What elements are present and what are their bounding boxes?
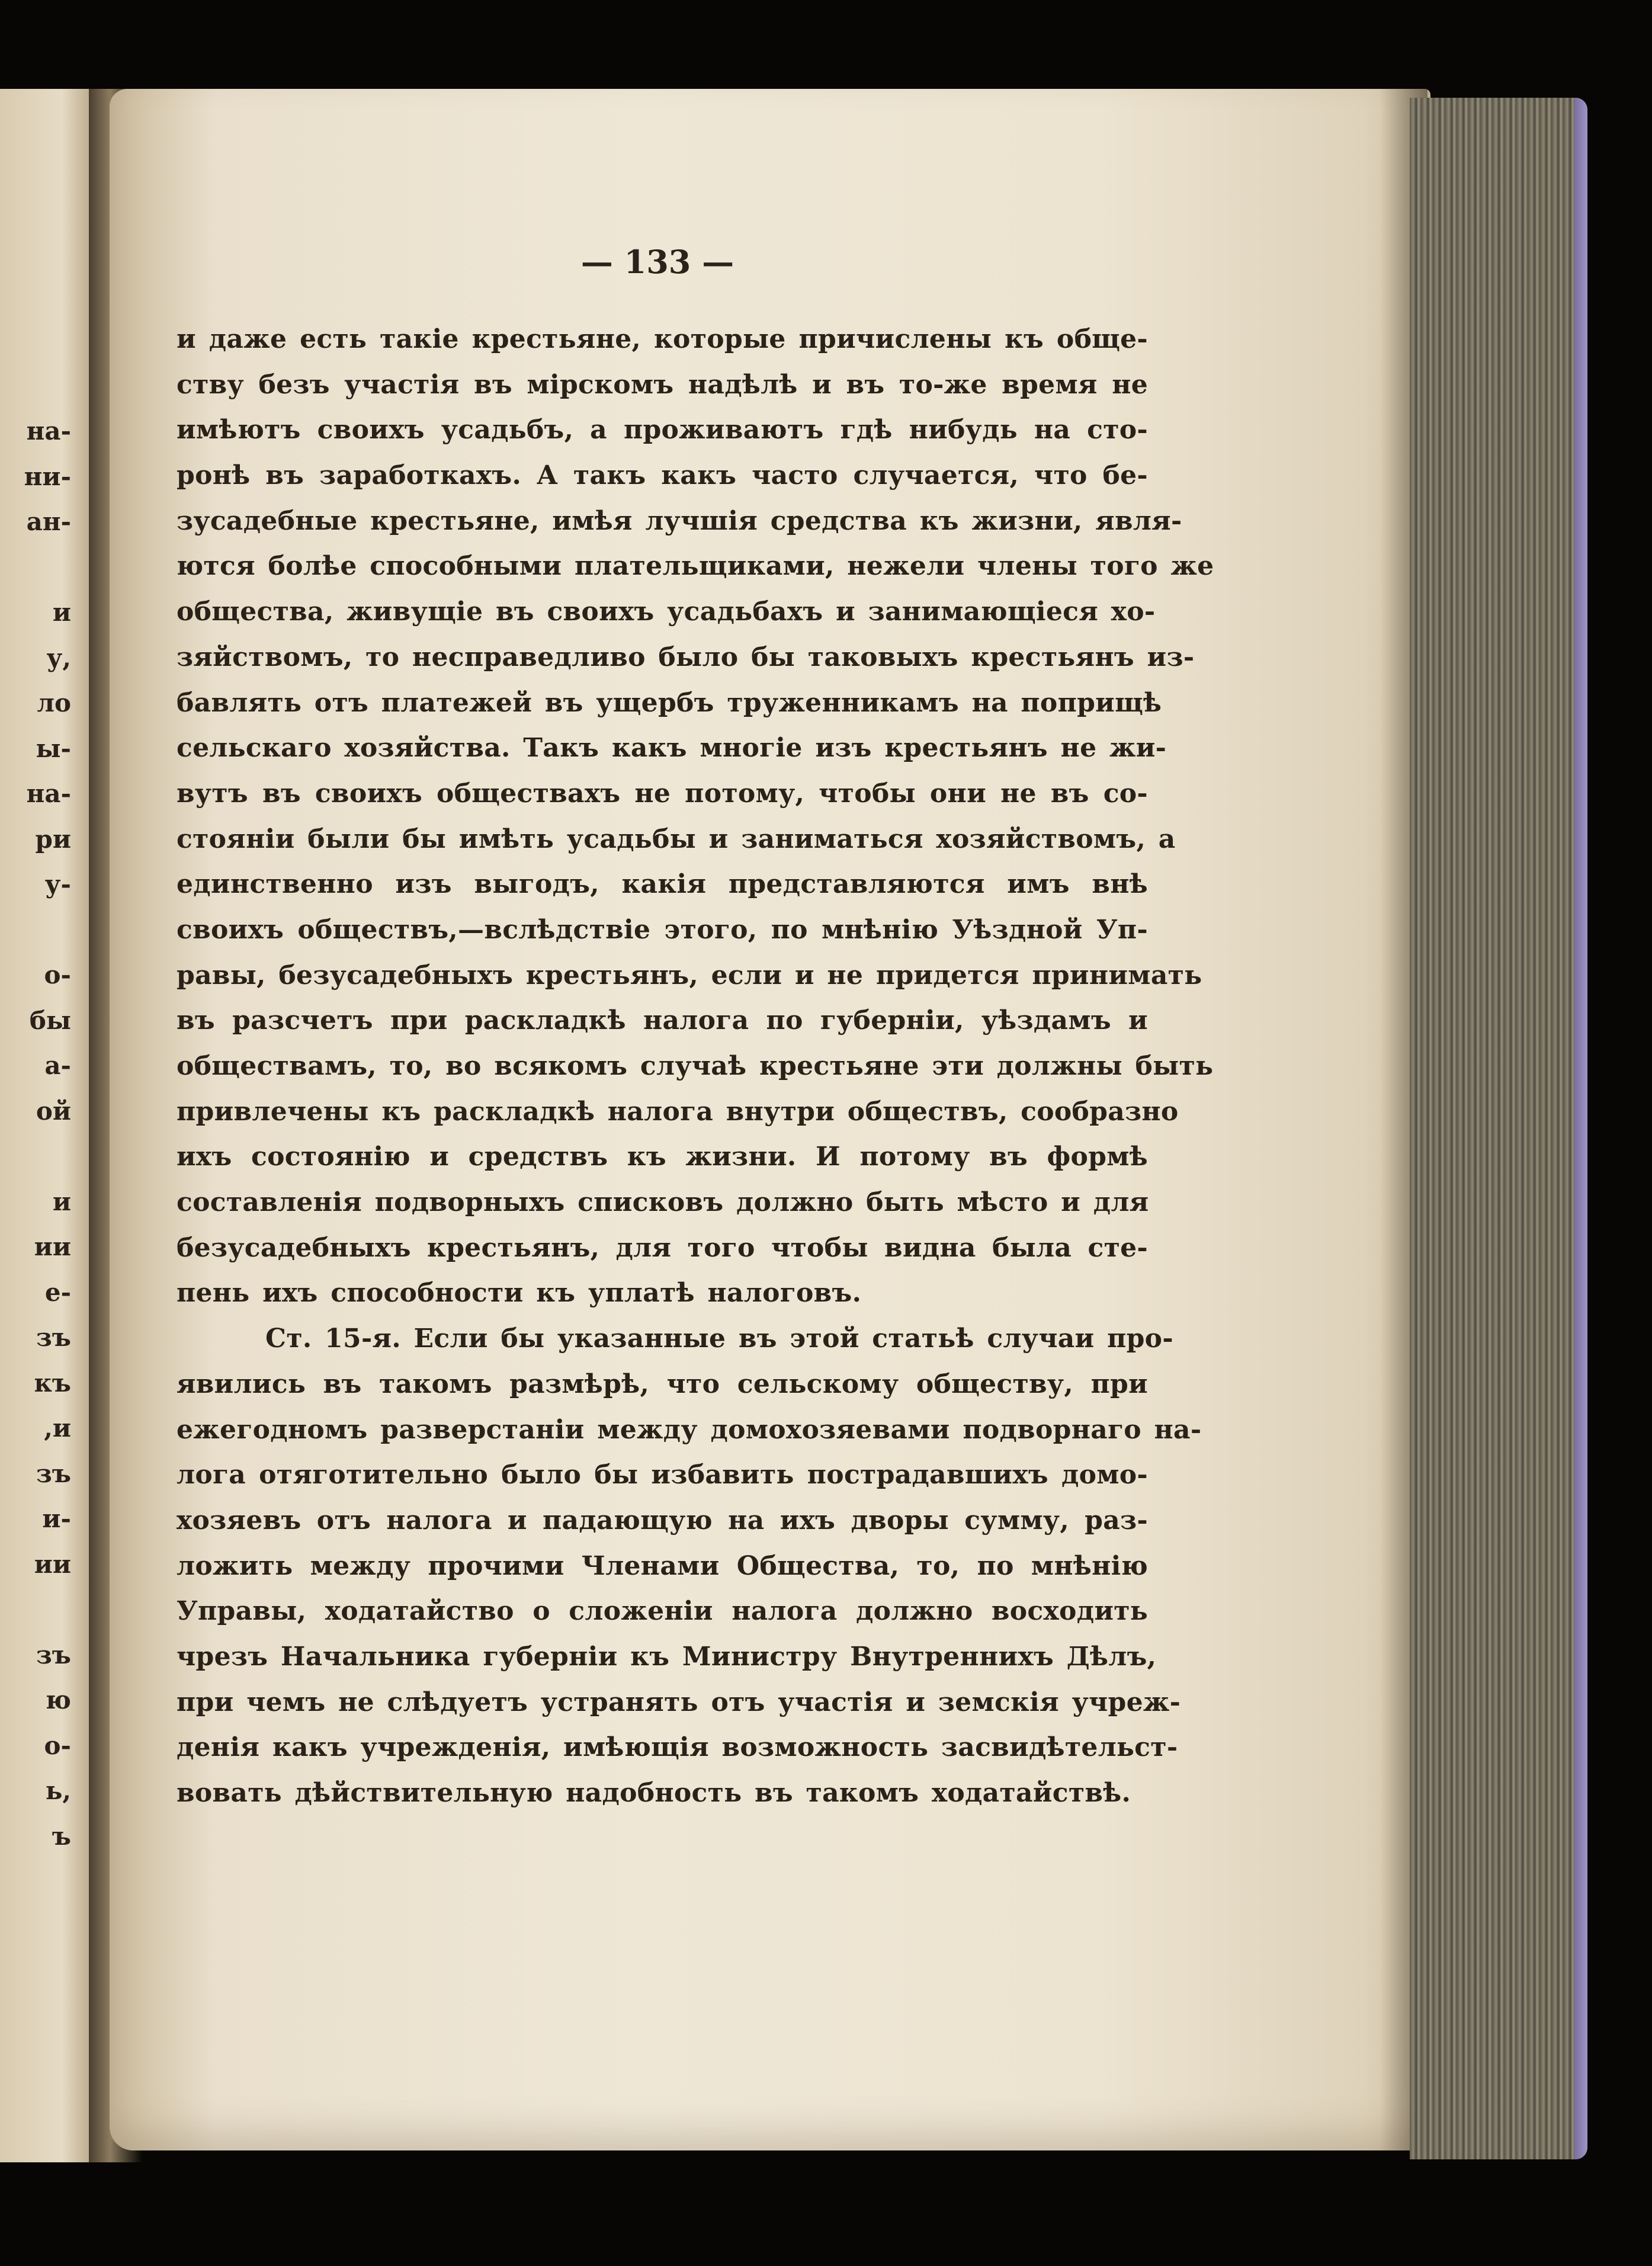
text-line: при чемъ не слѣдуетъ устранять отъ участія и земскія учреж-	[177, 1687, 1181, 1717]
text-line: имѣютъ своихъ усадьбъ, а проживаютъ гдѣ нибудь на сто-	[177, 415, 1148, 445]
left-page-fragment: и	[52, 1187, 71, 1216]
left-page-fragment: и-	[42, 1504, 71, 1533]
text-line: общества, живущіе въ своихъ усадьбахъ и занимающіеся хо-	[177, 597, 1156, 627]
left-page-fragment: ъ	[52, 1821, 71, 1851]
left-page-fragment: зъ	[36, 1640, 71, 1669]
text-line: ются болѣе способными плательщиками, нежели члены того же	[177, 551, 1214, 582]
left-page-fragment: ой	[36, 1096, 71, 1126]
text-line: вовать дѣйствительную надобность въ такомъ ходатайствѣ.	[177, 1778, 1131, 1808]
left-page-fragment: ,и	[44, 1414, 71, 1443]
text-line: ству безъ участія въ мірскомъ надѣлѣ и въ то-же время не	[177, 369, 1148, 400]
left-page-fragment: къ	[34, 1368, 71, 1398]
text-line: хозяевъ отъ налога и падающую на ихъ дворы сумму, раз-	[177, 1505, 1148, 1536]
text-line: и даже есть такіе крестьяне, которые причислены къ обще-	[177, 324, 1148, 354]
book-page-edges	[1410, 98, 1587, 2159]
left-page-fragment: на-	[26, 416, 71, 445]
text-line: привлечены къ раскладкѣ налога внутри обществъ, сообразно	[177, 1096, 1179, 1127]
left-page-fragment: на-	[26, 779, 71, 808]
text-line: своихъ обществъ,—вслѣдствіе этого, по мнѣнію Уѣздной Уп-	[177, 914, 1148, 945]
left-page-fragment: ри	[35, 824, 71, 854]
text-line: равы, безусадебныхъ крестьянъ, если и не придется принимать	[177, 960, 1202, 991]
left-page-fragment: ло	[37, 688, 71, 717]
text-line: бавлять отъ платежей въ ущербъ труженникамъ на поприщѣ	[177, 687, 1162, 718]
body-text	[177, 317, 1214, 1816]
left-page-fragment: зъ	[36, 1459, 71, 1488]
text-line: зяйствомъ, то несправедливо было бы таковыхъ крестьянъ из-	[177, 642, 1195, 672]
text-line: Управы, ходатайство о сложеніи налога должно восходить	[177, 1596, 1148, 1627]
left-page-fragment: ы-	[36, 733, 71, 763]
left-page-fragment: ни-	[24, 461, 71, 491]
left-page-fragment	[0, 1134, 71, 1180]
left-page-fragment: и	[52, 598, 71, 627]
text-line: вутъ въ своихъ обществахъ не потому, чтобы они не въ со-	[177, 778, 1148, 809]
text-line: Ст. 15-я. Если бы указанные въ этой статьѣ случаи про-	[265, 1323, 1173, 1354]
text-line: въ разсчетъ при раскладкѣ налога по губерніи, уѣздамъ и	[177, 1005, 1148, 1036]
text-line: стояніи были бы имѣть усадьбы и заниматься хозяйствомъ, а	[177, 823, 1176, 854]
text-line: чрезъ Начальника губерніи къ Министру Внутреннихъ Дѣлъ,	[177, 1641, 1157, 1672]
left-page-fragment	[0, 1587, 71, 1633]
page-number: — 133 —	[580, 243, 734, 281]
text-line: ихъ состоянію и средствъ къ жизни. И потому въ формѣ	[177, 1142, 1148, 1172]
left-page-fragment	[0, 908, 71, 953]
left-page-fragment: о-	[44, 1730, 71, 1760]
left-page-fragment: ии	[34, 1549, 71, 1579]
text-line: явились въ такомъ размѣрѣ, что сельскому обществу, при	[177, 1368, 1148, 1399]
paragraph	[177, 317, 1214, 1316]
left-page-fragment: у,	[46, 643, 71, 672]
left-page-fragment: ю	[45, 1685, 71, 1714]
left-page-fragment: а-	[44, 1051, 71, 1080]
left-page-fragment	[0, 545, 71, 591]
text-line: ронѣ въ заработкахъ. А такъ какъ часто случается, что бе-	[177, 460, 1148, 491]
left-page-fragment: е-	[44, 1277, 71, 1307]
left-page-fragment: бы	[29, 1005, 71, 1035]
left-page-fragment: зъ	[36, 1323, 71, 1352]
left-page-text-fragments	[0, 409, 71, 1859]
text-line: составленія подворныхъ списковъ должно быть мѣсто и для	[177, 1187, 1149, 1218]
left-page-fragment: о-	[44, 960, 71, 989]
text-line: сельскаго хозяйства. Такъ какъ многіе изъ крестьянъ не жи-	[177, 733, 1167, 764]
text-line: безусадебныхъ крестьянъ, для того чтобы видна была сте-	[177, 1232, 1148, 1263]
left-page-fragment: ии	[34, 1232, 71, 1261]
text-line: ложить между прочими Членами Общества, то, по мнѣнію	[177, 1550, 1148, 1581]
text-line: единственно изъ выгодъ, какія представляются имъ внѣ	[177, 869, 1148, 900]
text-line: обществамъ, то, во всякомъ случаѣ крестьяне эти должны быть	[177, 1051, 1214, 1081]
left-page-fragment: ь,	[45, 1776, 71, 1805]
text-line: зусадебные крестьяне, имѣя лучшія средства къ жизни, явля-	[177, 505, 1182, 536]
left-page-fragment: ан-	[26, 507, 71, 536]
text-line: лога отяготительно было бы избавить пострадавшихъ домо-	[177, 1460, 1148, 1491]
paragraph	[177, 1316, 1202, 1816]
text-line: ежегодномъ разверстаніи между домохозяевами подворнаго на-	[177, 1414, 1202, 1445]
text-line: пень ихъ способности къ уплатѣ налоговъ.	[177, 1278, 862, 1309]
left-page-fragment: у-	[44, 870, 71, 899]
text-line: денія какъ учрежденія, имѣющія возможность засвидѣтельст-	[177, 1732, 1178, 1763]
